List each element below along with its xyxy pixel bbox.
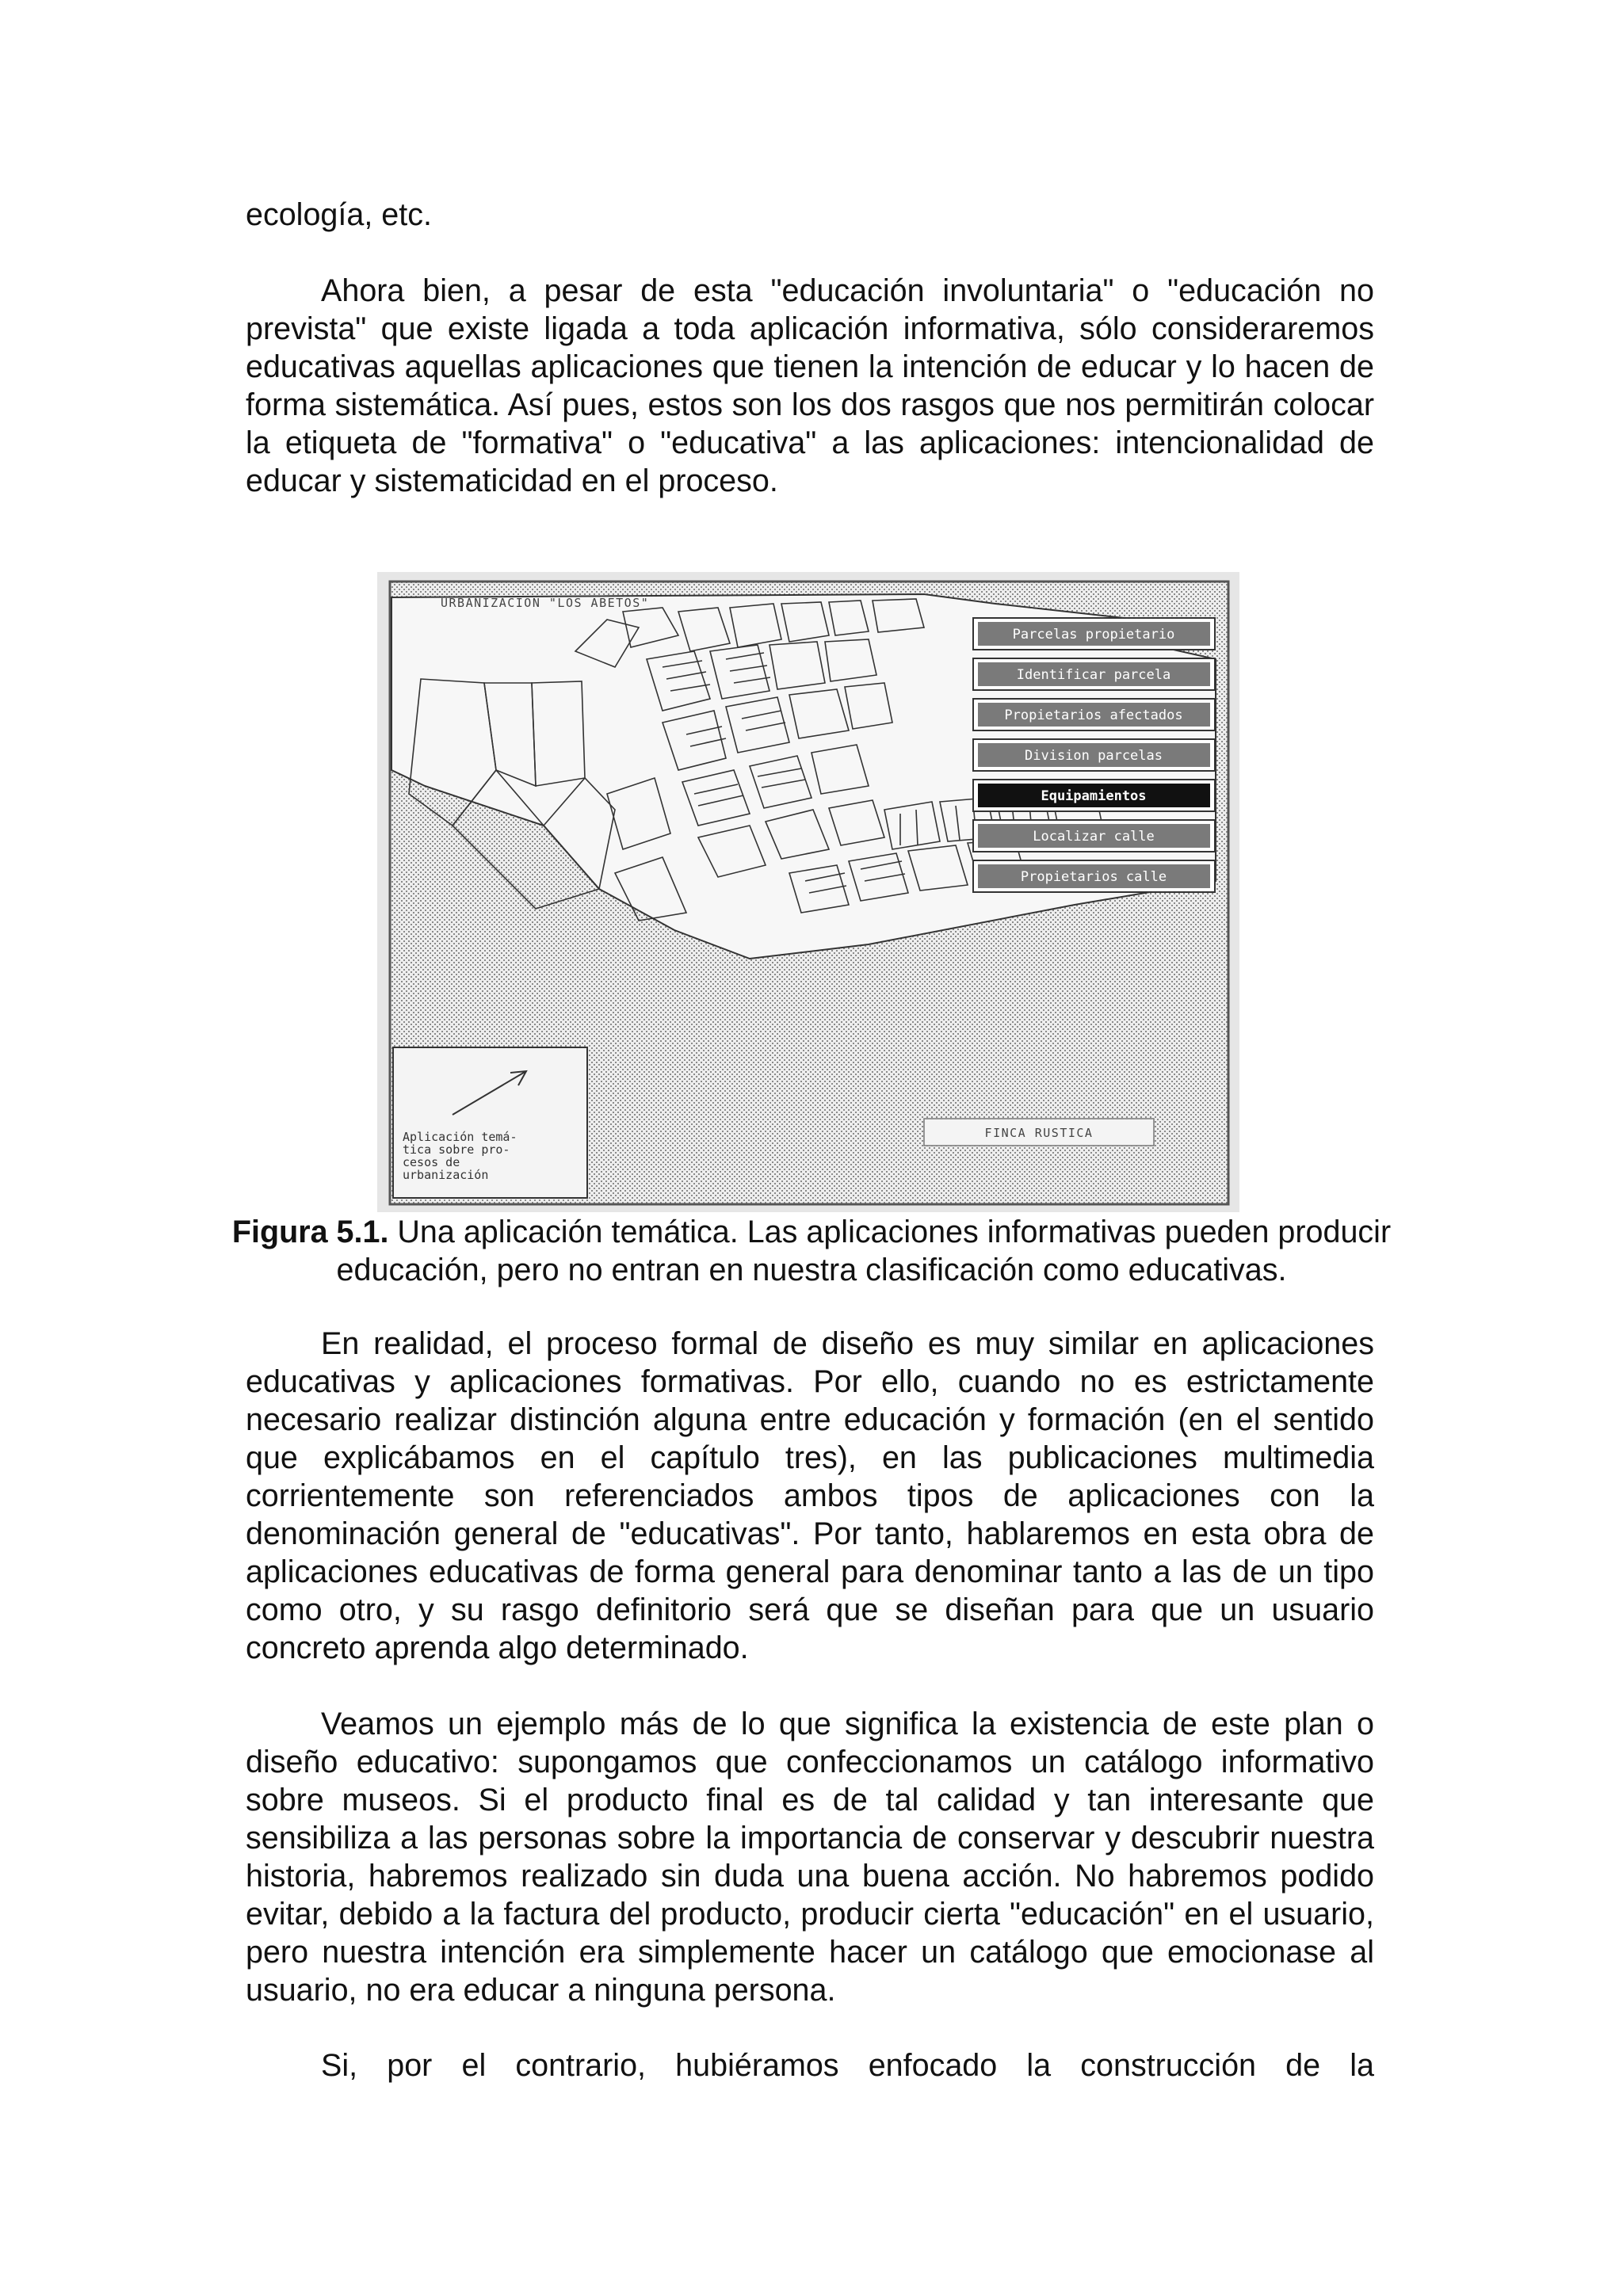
svg-text:Division parcelas: Division parcelas: [1025, 748, 1163, 764]
menu-item-identificar-parcela[interactable]: [973, 658, 1215, 690]
figure-caption-label: Figura 5.1.: [231, 1215, 389, 1249]
menu-item-propietarios-afectados[interactable]: [973, 699, 1215, 730]
svg-text:tica sobre pro-: tica sobre pro-: [403, 1142, 510, 1157]
map-title: URBANIZACION "LOS ABETOS": [441, 596, 650, 610]
svg-text:urbanización: urbanización: [403, 1168, 489, 1182]
svg-text:Identificar parcela: Identificar parcela: [1016, 667, 1171, 683]
svg-text:Propietarios afectados: Propietarios afectados: [1004, 707, 1183, 723]
map-menu: [973, 618, 1215, 892]
svg-text:Parcelas propietario: Parcelas propietario: [1012, 627, 1175, 643]
figure-caption-text: Una aplicación temática. Las aplicaciones informativas pueden producir educación, pero no entran en nuestra clasificación como educativas.: [336, 1215, 1392, 1287]
menu-item-equipamientos[interactable]: [973, 780, 1215, 811]
finca-rustica-label: [924, 1119, 1154, 1146]
figure-screenshot: [377, 572, 1239, 1212]
figure-caption: [222, 1213, 1401, 1289]
svg-text:Equipamientos: Equipamientos: [1041, 788, 1147, 804]
svg-text:Localizar calle: Localizar calle: [1033, 829, 1155, 845]
paragraph-intro-fragment: ecología, etc.: [246, 197, 432, 232]
svg-text:cesos de: cesos de: [403, 1155, 460, 1169]
note-box: [393, 1047, 587, 1198]
menu-item-parcelas-propietario[interactable]: [973, 618, 1215, 650]
menu-item-propietarios-calle[interactable]: [973, 860, 1215, 892]
menu-item-division-parcelas[interactable]: [973, 739, 1215, 771]
figure-thematic-application: [377, 572, 1239, 1212]
paragraph-si-por-el-contrario: Si, por el contrario, hubiéramos enfocado la construcción de la: [321, 2048, 1374, 2083]
paragraph-en-realidad: En realidad, el proceso formal de diseño es muy similar en aplicaciones educativas y aplicaciones formativas. Por ello, cuando no es estrictamente necesario realizar distinción alguna entre educación y formación (en el sentido que explicábamos en el capítulo tres), en las publicaciones multimedia corrientemente son referenciados ambos tipos de aplicaciones con la denominación general de "educativas". Por tanto, hablaremos en esta obra de aplicaciones educativas de forma general para denominar tanto a las de un tipo como otro, y su rasgo definitorio será que se diseñan para que un usuario concreto aprenda algo determinado.: [246, 1326, 1374, 1665]
svg-text:Propietarios calle: Propietarios calle: [1020, 869, 1167, 885]
svg-text:FINCA RUSTICA: FINCA RUSTICA: [984, 1126, 1094, 1140]
svg-text:Aplicación temá-: Aplicación temá-: [403, 1130, 517, 1144]
paragraph-veamos: Veamos un ejemplo más de lo que significa la existencia de este plan o diseño educativo: supongamos que confeccionamos un catálogo informativo sobre museos. Si el producto final es de tal calidad y tan interesante que sensibiliza a las personas sobre la importancia de conservar y descubrir nuestra historia, habremos realizado sin duda una buena acción. No habremos podido evitar, debido a la factura del producto, producir cierta "educación" en el usuario, pero nuestra intención era simplemente hacer un catálogo que emocionase al usuario, no era educar a ninguna persona.: [246, 1707, 1374, 2008]
paragraph-educacion-involuntaria: Ahora bien, a pesar de esta "educación involuntaria" o "educación no prevista" que existe ligada a toda aplicación informativa, sólo consideraremos educativas aquellas aplicaciones que tienen la intención de educar y lo hacen de forma sistemática. Así pues, estos son los dos rasgos que nos permitirán colocar la etiqueta de "formativa" o "educativa" a las aplicaciones: intencionalidad de educar y sistematicidad en el proceso.: [246, 273, 1374, 498]
menu-item-localizar-calle[interactable]: [973, 820, 1215, 852]
